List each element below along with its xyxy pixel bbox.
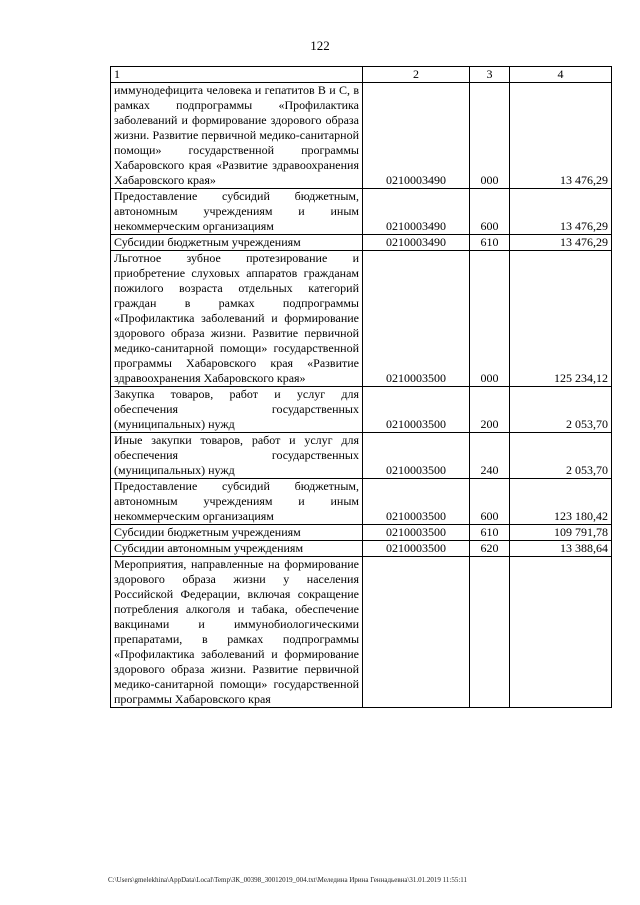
row-amount: 13 388,64 — [510, 541, 612, 557]
header-col-1: 1 — [111, 67, 363, 83]
row-type: 600 — [470, 479, 510, 525]
file-path-footer: C:\Users\gmelekhina\AppData\Local\Temp\ЗК_00398_30012019_004.txt\Меледина Ирина Геннадьевна\31.01.2019 11:55:11 — [108, 876, 468, 884]
table-row — [111, 83, 612, 189]
row-name: Льготное зубное протезирование и приобретение слуховых аппаратов гражданам пожилого возраста отдельных категорий граждан в рамках подпрограммы «Профилактика заболеваний и формирование здорового образа жизни. Развитие первичной медико-санитарной помощи» государственной программы Хабаровского края «Развитие здравоохранения Хабаровского края» — [111, 251, 363, 387]
row-name: Субсидии бюджетным учреждениям — [111, 525, 363, 541]
row-amount: 13 476,29 — [510, 83, 612, 189]
header-col-2: 2 — [363, 67, 470, 83]
table-row — [111, 525, 612, 541]
row-type — [470, 557, 510, 708]
row-code: 0210003500 — [363, 251, 470, 387]
row-name: Предоставление субсидий бюджетным, автономным учреждениям и иным некоммерческим организациям — [111, 479, 363, 525]
table-row — [111, 557, 612, 708]
row-type: 610 — [470, 525, 510, 541]
table-row — [111, 189, 612, 235]
table-row — [111, 387, 612, 433]
row-code: 0210003490 — [363, 235, 470, 251]
row-type: 200 — [470, 387, 510, 433]
row-name: Субсидии бюджетным учреждениям — [111, 235, 363, 251]
row-amount: 2 053,70 — [510, 433, 612, 479]
row-code: 0210003490 — [363, 189, 470, 235]
row-amount: 123 180,42 — [510, 479, 612, 525]
row-type: 000 — [470, 251, 510, 387]
table-row — [111, 235, 612, 251]
row-code: 0210003500 — [363, 433, 470, 479]
row-type: 600 — [470, 189, 510, 235]
row-name: Субсидии автономным учреждениям — [111, 541, 363, 557]
table-row — [111, 479, 612, 525]
row-amount: 125 234,12 — [510, 251, 612, 387]
row-amount: 13 476,29 — [510, 235, 612, 251]
header-col-3: 3 — [470, 67, 510, 83]
row-type: 610 — [470, 235, 510, 251]
table-row — [111, 251, 612, 387]
row-amount: 2 053,70 — [510, 387, 612, 433]
row-amount: 13 476,29 — [510, 189, 612, 235]
row-code: 0210003500 — [363, 525, 470, 541]
row-code: 0210003490 — [363, 83, 470, 189]
page-number: 122 — [310, 38, 330, 53]
row-name: Предоставление субсидий бюджетным, автономным учреждениям и иным некоммерческим организациям — [111, 189, 363, 235]
row-code: 0210003500 — [363, 387, 470, 433]
table-header-row — [111, 67, 612, 83]
row-type: 620 — [470, 541, 510, 557]
row-type: 000 — [470, 83, 510, 189]
row-amount: 109 791,78 — [510, 525, 612, 541]
row-name: Мероприятия, направленные на формирование здорового образа жизни у населения Российской Федерации, включая сокращение потребления алкоголя и табака, обеспечение вакцинами и иммунобиологическими препаратами, в рамках подпрограммы «Профилактика заболеваний и формирование здорового образа жизни. Развитие первичной медико-санитарной помощи» государственной программы Хабаровского края — [111, 557, 363, 708]
header-col-4: 4 — [510, 67, 612, 83]
row-type: 240 — [470, 433, 510, 479]
table-row — [111, 433, 612, 479]
row-code: 0210003500 — [363, 541, 470, 557]
row-name: иммунодефицита человека и гепатитов В и С, в рамках подпрограммы «Профилактика заболеваний и формирование здорового образа жизни. Развитие первичной медико-санитарной помощи» государственной программы Хабаровского края «Развитие здравоохранения Хабаровского края» — [111, 83, 363, 189]
budget-table — [110, 66, 612, 708]
row-code — [363, 557, 470, 708]
table-row — [111, 541, 612, 557]
row-amount — [510, 557, 612, 708]
row-code: 0210003500 — [363, 479, 470, 525]
row-name: Закупка товаров, работ и услуг для обеспечения государственных (муниципальных) нужд — [111, 387, 363, 433]
row-name: Иные закупки товаров, работ и услуг для обеспечения государственных (муниципальных) нужд — [111, 433, 363, 479]
